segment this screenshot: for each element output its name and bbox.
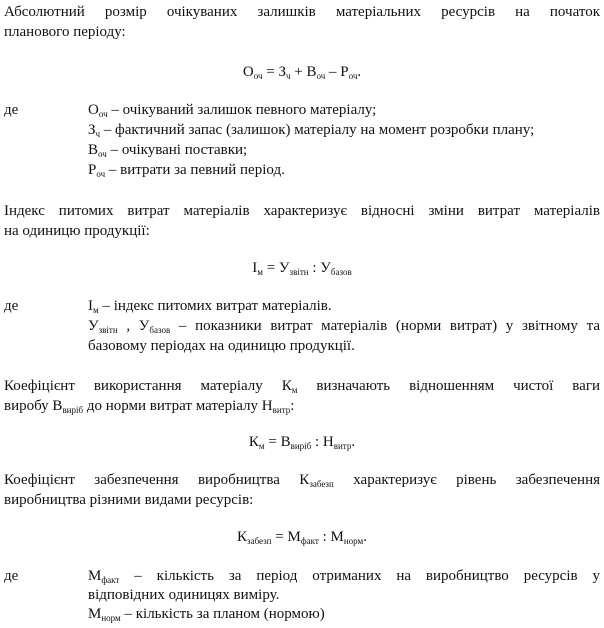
definition-item: $Р_{оч}$ – витрати за певний період. [88,162,285,179]
definition-item: $В_{оч}$ – очікувані поставки; [88,142,248,159]
formula-consumption-index: $І_м = У_{звітн}$ : $У_{базов}$ [252,260,352,277]
paragraph-3-line-1: Коефіцієнт використання матеріалу $К_м$ визначають відношенням чистої ваги [4,378,601,395]
definition-item: $М_{факт}$ – кількість за період отриманих на виробництво ресурсів у [88,568,600,585]
definition-item: $У_{звітн}$ , $У_{базов}$ – показники витрат матеріалів (норми витрат) у звітному та [88,318,600,335]
paragraph-4-line-1: Коефіцієнт забезпечення виробництва $К_{забезп}$ характеризує рівень забезпечення [4,472,600,489]
paragraph-2-line-2: на одиницю продукції: [4,223,150,239]
definition-item: $І_м$ – індекс питомих витрат матеріалів. [88,298,332,315]
where-label: де [4,102,19,118]
paragraph-3-line-2: виробу $В_{виріб}$ до норми витрат матеріалу $Н_{витр}$: [4,398,295,415]
definition-item-continuation: відповідних одиницях виміру. [88,587,280,603]
definition-item: $М_{норм}$ – кількість за планом (нормою) [88,606,325,623]
formula-utilization-coefficient: $К_м = В_{виріб}$ : $Н_{витр}$. [248,434,356,451]
definition-item: $З_ч$ – фактичний запас (залишок) матеріалу на момент розробки плану; [88,122,535,139]
paragraph-1-line-2: планового періоду: [4,24,126,40]
paragraph-4-line-2: виробництва різними видами ресурсів: [4,492,254,508]
where-label: де [4,298,19,314]
paragraph-1-line-1: Абсолютний розмір очікуваних залишків матеріальних ресурсів на початок [4,4,600,20]
paragraph-2-line-1: Індекс питомих витрат матеріалів характеризує відносні зміни витрат матеріалів [4,203,600,219]
where-label: де [4,568,19,584]
definition-item: $О_{оч}$ – очікуваний залишок певного матеріалу; [88,102,377,119]
formula-expected-balance: $О_{оч} = З_ч + В_{оч} - Р_{оч}$. [242,64,362,81]
definition-item-continuation: базовому періодах на одиницю продукції. [88,338,355,354]
formula-supply-coefficient: $К_{забезп} = М_{факт}$ : $М_{норм}$. [237,529,367,546]
